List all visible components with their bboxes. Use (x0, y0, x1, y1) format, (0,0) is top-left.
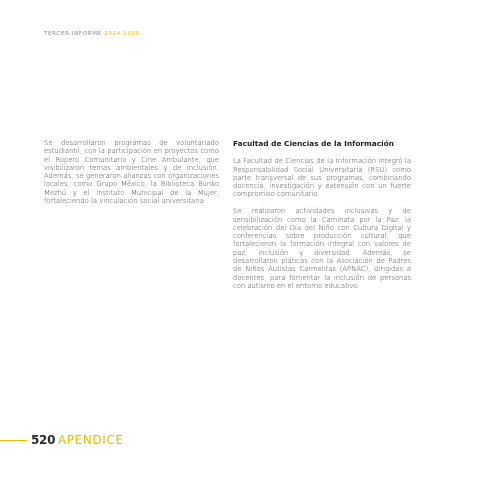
left-column (44, 139, 219, 214)
report-title: TERCER INFORME (44, 31, 105, 37)
body-paragraph: La Facultad de Ciencias de la Información integró la Responsabilidad Social Universitaria (RSU) como parte transversal de sus programas, combinando docencia, investigación y extensión con un fuerte compromiso comunitario. (233, 157, 411, 199)
section-heading: Facultad de Ciencias de la Información (233, 139, 395, 148)
footer-accent-line (0, 440, 27, 441)
report-years: 2024-2025 (104, 31, 141, 37)
right-column (233, 140, 411, 299)
body-paragraph: Se realizaron actividades inclusivas y de sensibilización como la Caminata por la Paz, la celebración del Día del Niño con Cultura Digital y conferencias sobre producción cultural, que fortalecieron la formación integral con valores de paz, inclusión y diversidad. Además, se desarrollaron pláticas con la Asociación de Padres de Niños Autistas Carmelitas (APNAC), dirigidas a docentes, para fomentar la inclusión de personas con autismo en el entorno educativo. (233, 207, 411, 290)
body-paragraph: Se desarrollaron programas de voluntariado estudiantil, con la participación en proyectos como el Ropero Comunitario y Cine Ambulante, que visibilizaron temas ambientales y de inclusión. Además, se generaron alianzas con organizaciones locales, como Grupo México, la Biblioteca Bunko Mezhú y el Instituto Municipal de la Mujer, fortaleciendo la vinculación social universitaria (44, 139, 219, 206)
running-header (44, 31, 140, 37)
page-number: 520 (31, 433, 56, 447)
footer-section-name: APENDICE (58, 433, 124, 447)
